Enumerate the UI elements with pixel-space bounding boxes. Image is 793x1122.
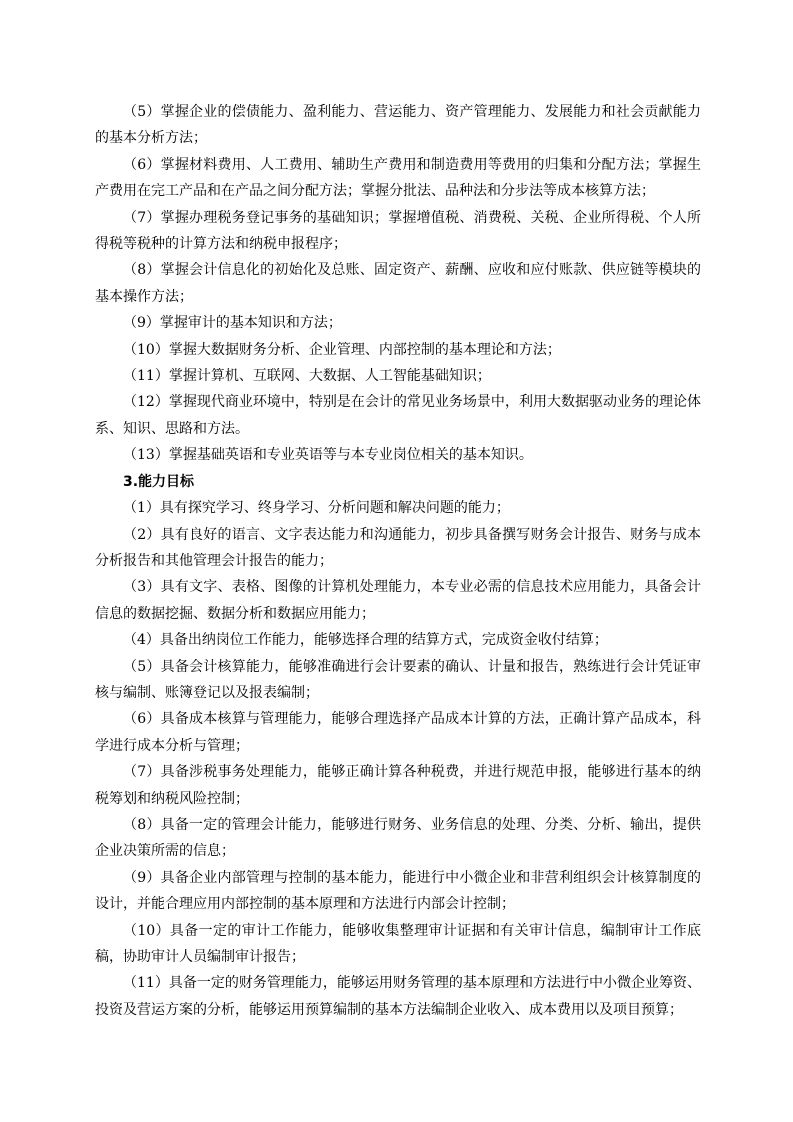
knowledge-item: （9）掌握审计的基本知识和方法；	[123, 315, 342, 332]
knowledge-item: （11）掌握计算机、互联网、大数据、人工智能基础知识；	[123, 368, 491, 385]
ability-item: （1）具有探究学习、终身学习、分析问题和解决问题的能力；	[123, 500, 510, 517]
document-body	[95, 99, 701, 1023]
ability-item: （4）具备出纳岗位工作能力，能够选择合理的结算方式，完成资金收付结算；	[123, 632, 608, 649]
ability-item: （2）具有良好的语言、文字表达能力和沟通能力，初步具备撰写财务会计报告、财务与成本分析报告和其他管理会计报告的能力；	[95, 526, 701, 569]
knowledge-item: （5）掌握企业的偿债能力、盈利能力、营运能力、资产管理能力、发展能力和社会贡献能力的基本分析方法；	[95, 104, 701, 147]
ability-item: （10）具备一定的审计工作能力，能够收集整理审计证据和有关审计信息，编制审计工作底稿，协助审计人员编制审计报告；	[95, 922, 701, 965]
ability-item: （5）具备会计核算能力，能够准确进行会计要素的确认、计量和报告，熟练进行会计凭证审核与编制、账簿登记以及报表编制；	[95, 658, 701, 701]
ability-item: （6）具备成本核算与管理能力，能够合理选择产品成本计算的方法，正确计算产品成本，科学进行成本分析与管理；	[95, 711, 701, 754]
knowledge-item: （13）掌握基础英语和专业英语等与本专业岗位相关的基本知识。	[123, 447, 533, 464]
knowledge-item: （6）掌握材料费用、人工费用、辅助生产费用和制造费用等费用的归集和分配方法；掌握生产费用在完工产品和在产品之间分配方法；掌握分批法、品种法和分步法等成本核算方法；	[95, 156, 701, 200]
ability-item: （3）具有文字、表格、图像的计算机处理能力，本专业必需的信息技术应用能力，具备会计信息的数据挖掘、数据分析和数据应用能力；	[95, 579, 701, 622]
knowledge-item: （12）掌握现代商业环境中，特别是在会计的常见业务场景中，利用大数据驱动业务的理论体系、知识、思路和方法。	[95, 394, 701, 437]
ability-item: （8）具备一定的管理会计能力，能够进行财务、业务信息的处理、分类、分析、输出，提供企业决策所需的信息；	[95, 816, 701, 860]
ability-item: （11）具备一定的财务管理能力，能够运用财务管理的基本原理和方法进行中小微企业筹资、投资及营运方案的分析，能够运用预算编制的基本方法编制企业收入、成本费用以及项目预算；	[95, 975, 701, 1018]
ability-item: （7）具备涉税事务处理能力，能够正确计算各种税费，并进行规范申报，能够进行基本的纳税筹划和纳税风险控制；	[95, 764, 701, 807]
knowledge-item: （10）掌握大数据财务分析、企业管理、内部控制的基本理论和方法；	[123, 341, 561, 358]
knowledge-item: （8）掌握会计信息化的初始化及总账、固定资产、薪酬、应收和应付账款、供应链等模块的基本操作方法；	[95, 262, 701, 305]
section-heading: 3.能力目标	[123, 473, 195, 490]
ability-item: （9）具备企业内部管理与控制的基本能力，能进行中小微企业和非营利组织会计核算制度的设计，并能合理应用内部控制的基本原理和方法进行内部会计控制；	[95, 869, 701, 913]
knowledge-item: （7）掌握办理税务登记事务的基础知识；掌握增值税、消费税、关税、企业所得税、个人所得税等税种的计算方法和纳税申报程序；	[95, 209, 701, 253]
